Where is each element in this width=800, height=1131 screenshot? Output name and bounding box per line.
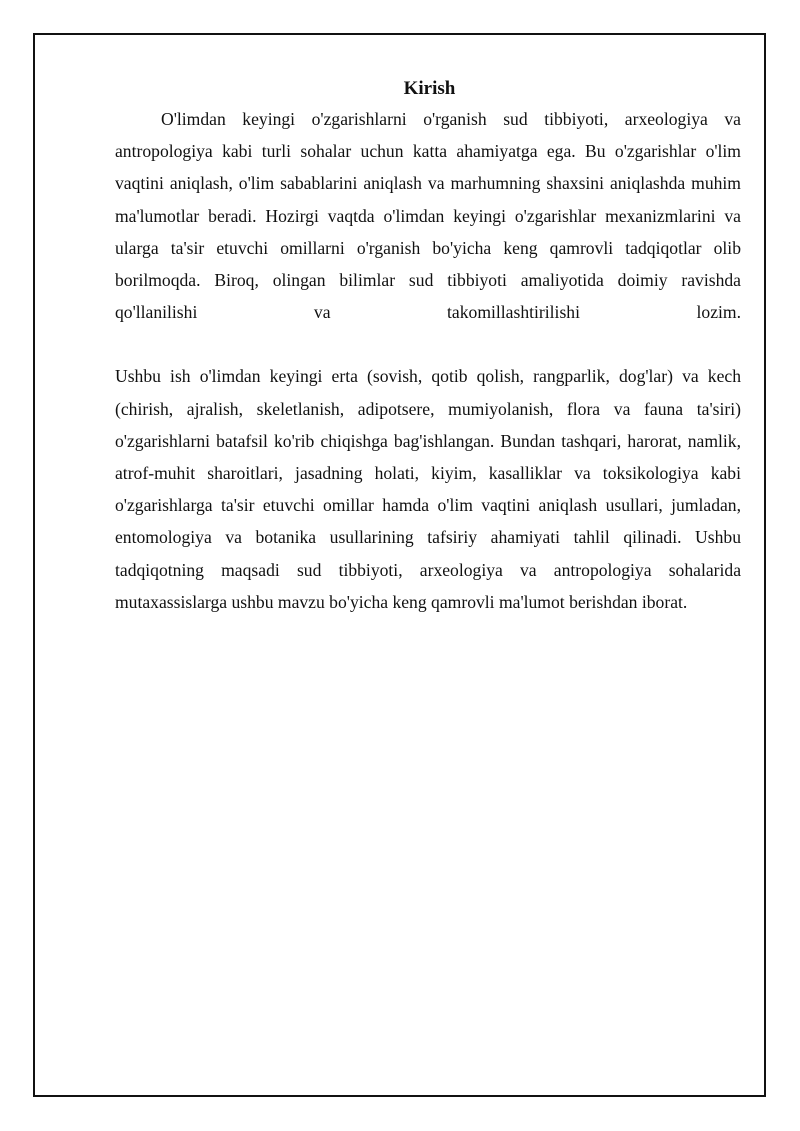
paragraph-intro: O'limdan keyingi o'zgarishlarni o'rganish sud tibbiyoti, arxeologiya va antropologiya kabi turli sohalar uchun katta ahamiyatga ega. Bu o'zgarishlar o'lim vaqtini aniqlash, o'lim sabablarini aniqlash va marhumning shaxsini aniqlashda muhim ma'lumotlar beradi. Hozirgi vaqtda o'limdan keyingi o'zgarishlar mexanizmlarini va ularga ta'sir etuvchi omillarni o'rganish bo'yicha keng qamrovli tadqiqotlar olib borilmoqda. Biroq, olingan bilimlar sud tibbiyoti amaliyotida doimiy ravishda qo'llanilishi va takomillashtirilishi lozim. xyxy=(115,109,741,323)
document-body xyxy=(115,74,741,618)
document-title: Kirish xyxy=(403,78,456,99)
paragraph-spacer xyxy=(115,328,741,360)
paragraph-scope: Ushbu ish o'limdan keyingi erta (sovish, qotib qolish, rangparlik, dog'lar) va kech (chirish, ajralish, skeletlanish, adipotsere, mumiyolanish, flora va fauna ta'siri) o'zgarishlarni batafsil ko'rib chiqishga bag'ishlangan. Bundan tashqari, harorat, namlik, atrof-muhit sharoitlari, jasadning holati, kiyim, kasalliklar va toksikologiya kabi o'zgarishlarga ta'sir etuvchi omillar hamda o'lim vaqtini aniqlash usullari, jumladan, entomologiya va botanika usullarining tafsiriy ahamiyati tahlil qilinadi. Ushbu tadqiqotning maqsadi sud tibbiyoti, arxeologiya va antropologiya sohalarida mutaxassislarga ushbu mavzu bo'yicha keng qamrovli ma'lumot berishdan iborat. xyxy=(115,366,741,612)
